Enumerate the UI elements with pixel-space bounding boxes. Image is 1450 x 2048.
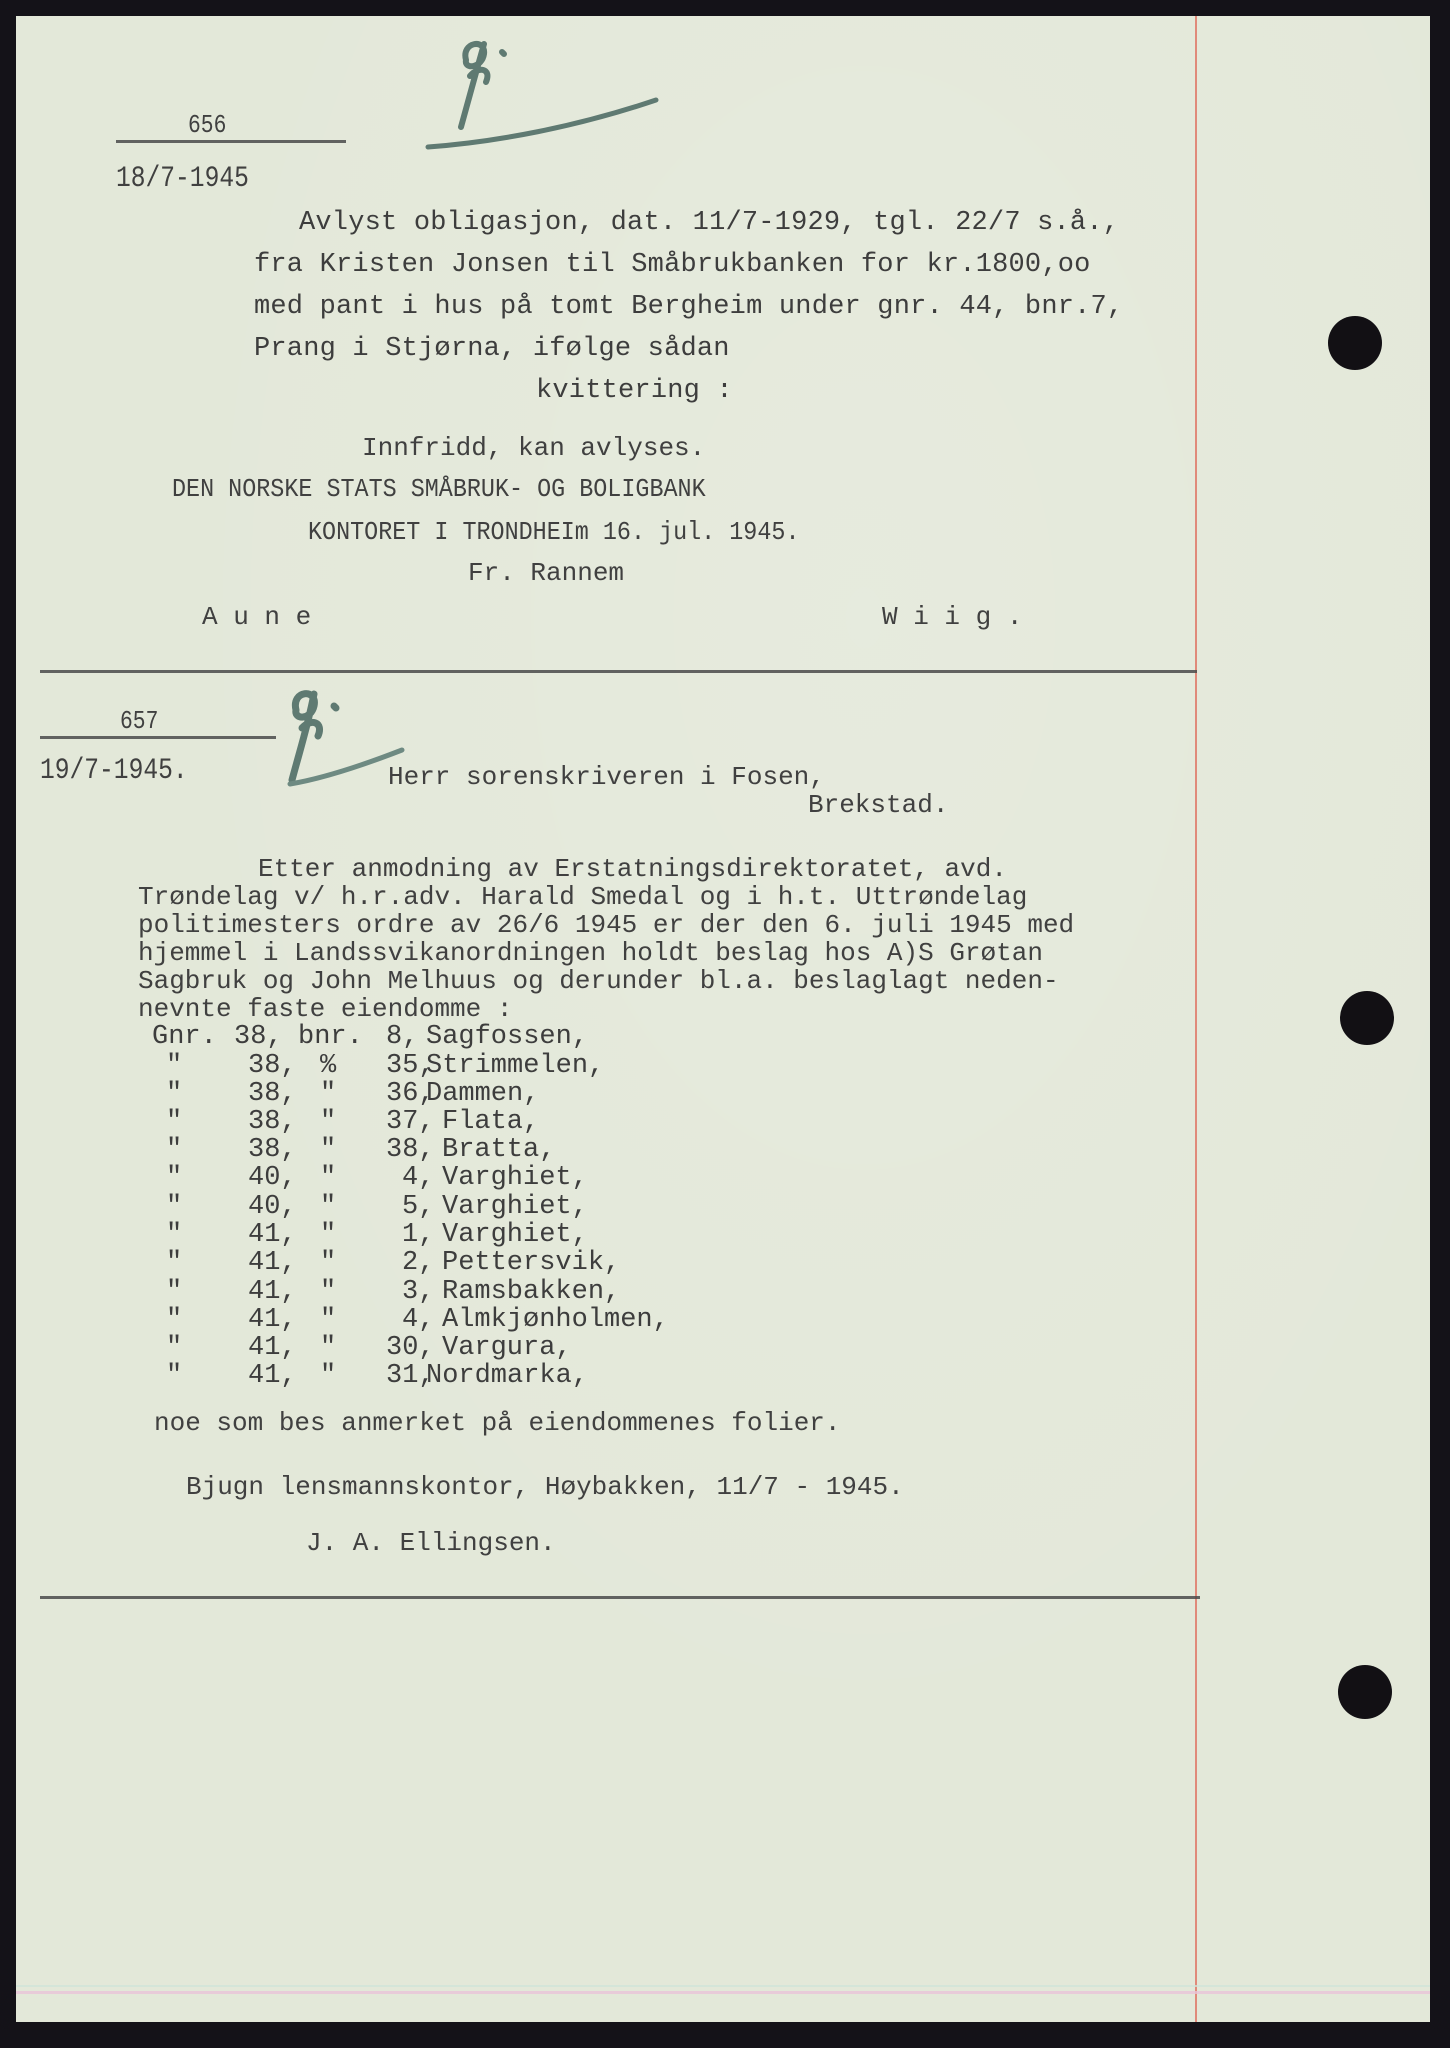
number-underline bbox=[40, 736, 276, 739]
initials-signature-icon bbox=[406, 32, 666, 152]
place-and-date: Bjugn lensmannskontor, Høybakken, 11/7 - 1945. bbox=[186, 1472, 904, 1502]
body-line: fra Kristen Jonsen til Småbrukbanken for kr.1800,oo bbox=[254, 250, 1091, 280]
entry-separator bbox=[40, 670, 1197, 673]
body-line: Trøndelag v/ h.r.adv. Harald Smedal og i h.t. Uttrøndelag bbox=[138, 882, 1028, 912]
addressee: Herr sorenskriveren i Fosen, bbox=[388, 762, 825, 792]
number-underline bbox=[116, 140, 346, 143]
initials-signature-icon bbox=[256, 680, 406, 790]
punch-hole-icon bbox=[1338, 1665, 1392, 1719]
page-edge-line bbox=[16, 1985, 1430, 1987]
body-line: nevnte faste eiendomme : bbox=[138, 994, 513, 1024]
document-page: 656 18/7-1945 Avlyst obligasjon, dat. 11/7-1929, tgl. 22/7 s.å., fra Kristen Jonsen til Småbrukbanken for kr.1800,oo med pant i hus på tomt Bergheim under gnr. 44, bnr.7, Prang i Stjørna, ifølge sådan kvittering : Innfridd, kan avlyses. DEN NORSKE STATS SMÅBRUK- OG BOLIGBANK KONTORET I TRONDHEIm 16. jul. 1945. Fr. Rannem A u n e W i i g . 657 19/7-1945. Herr sorenskriveren i Fosen, Brekstad. Etter anmodning av Erstatningsdirektoratet, avd. Trøndelag v/ h.r.adv. Harald Smedal og i h.t. Uttrøndelag politimesters ordre av 26/6 1945 er der den 6. juli 1945 med hjemmel i Landssvikanordningen holdt beslag hos A)S Grøtan Sagbruk og John Melhuus og derunder bl.a. beslaglagt neden- nevnte faste eiendomme : Gnr. 38, bnr. 8, Sagfossen, " 38, % 35, Strimmelen, " 38, " 36, Dammen, " 38, " 37, Flata, " 38, " 38, Bratta, " 40, " 4, Varghiet, " 40, " 5, Varghiet, " 41, " 1, Varghiet, " 41, " 2, Pettersvik, " 41, " 3, Ramsbakken, " 41, " 4, Almkjønholmen, " 41, " 30, Vargura, " 41, " 31, Nordmarka, noe som bes anmerket på eiendommenes folier. Bjugn lensmannskontor, Høybakken, 11/7 - 1945. J. A. Ellingsen. bbox=[16, 16, 1430, 2022]
body-line: hjemmel i Landssvikanordningen holdt beslag hos A)S Grøtan bbox=[138, 938, 1043, 968]
punch-hole-icon bbox=[1340, 991, 1394, 1045]
signature-right: W i i g . bbox=[882, 602, 1023, 632]
bank-name: DEN NORSKE STATS SMÅBRUK- OG BOLIGBANK bbox=[172, 474, 706, 504]
closing-text: noe som bes anmerket på eiendommenes folier. bbox=[154, 1408, 841, 1438]
page-edge-line bbox=[16, 1991, 1430, 1994]
entry-date: 18/7-1945 bbox=[116, 162, 249, 196]
body-line: Avlyst obligasjon, dat. 11/7-1929, tgl. 22/7 s.å., bbox=[299, 208, 1120, 238]
entry-number: 656 bbox=[188, 110, 227, 140]
receipt-text: Innfridd, kan avlyses. bbox=[362, 433, 706, 463]
bank-signatory: Fr. Rannem bbox=[468, 558, 625, 588]
signature-left: A u n e bbox=[202, 602, 312, 632]
red-margin-line bbox=[1195, 16, 1197, 2022]
bank-office-date: KONTORET I TRONDHEIm 16. jul. 1945. bbox=[308, 517, 800, 547]
entry-separator bbox=[40, 1596, 1200, 1599]
body-line: Etter anmodning av Erstatningsdirektoratet, avd. bbox=[258, 854, 1007, 884]
signatory: J. A. Ellingsen. bbox=[306, 1528, 556, 1558]
body-line: Sagbruk og John Melhuus og derunder bl.a. beslaglagt neden- bbox=[138, 966, 1059, 996]
addressee-place: Brekstad. bbox=[808, 790, 949, 820]
body-line: Prang i Stjørna, ifølge sådan bbox=[254, 334, 730, 364]
punch-hole-icon bbox=[1328, 316, 1382, 370]
body-line: politimesters ordre av 26/6 1945 er der den 6. juli 1945 med bbox=[138, 910, 1075, 940]
receipt-heading: kvittering : bbox=[536, 376, 733, 406]
body-line: med pant i hus på tomt Bergheim under gnr. 44, bnr.7, bbox=[254, 292, 1124, 322]
entry-number: 657 bbox=[120, 706, 159, 736]
entry-date: 19/7-1945. bbox=[40, 754, 188, 788]
